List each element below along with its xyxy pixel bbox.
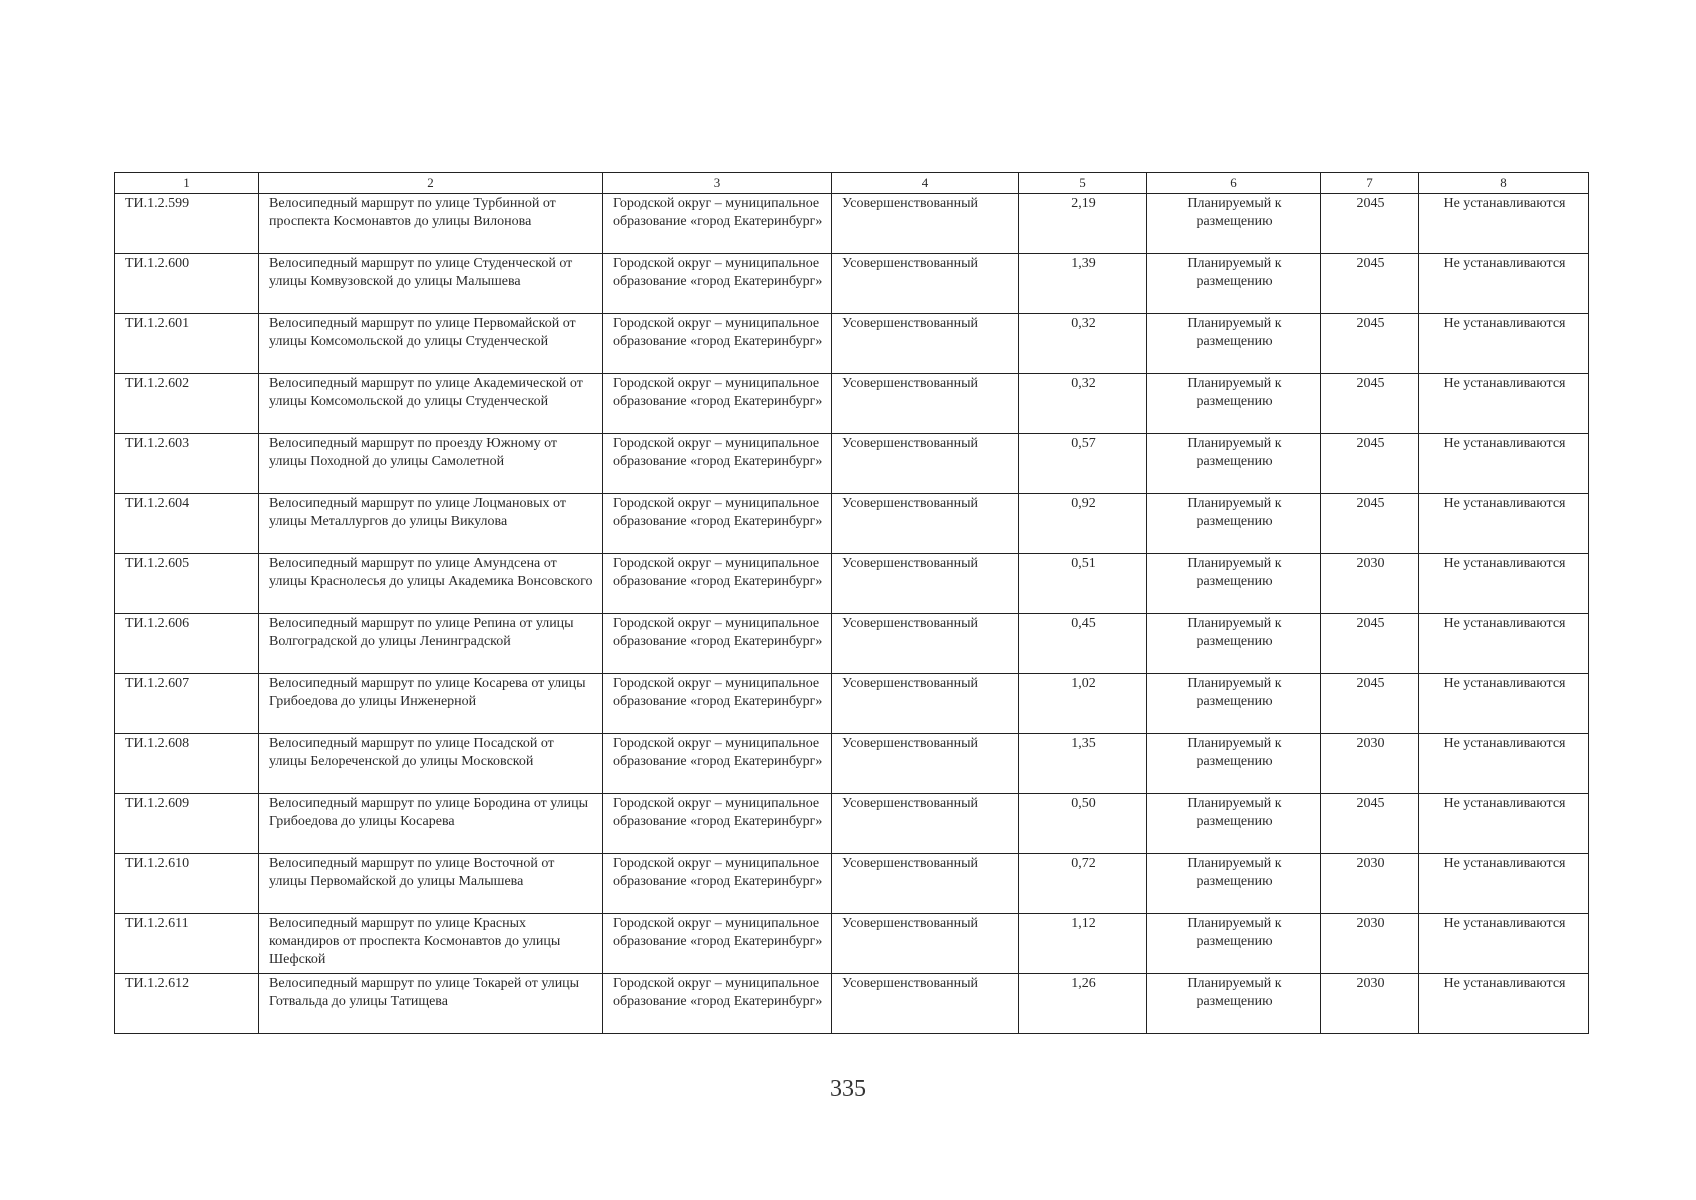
table-row <box>115 674 1589 734</box>
table-row <box>115 374 1589 434</box>
year-cell: 2045 <box>1321 614 1419 674</box>
zones-cell: Не устанавливаются <box>1419 194 1589 254</box>
length-cell: 0,51 <box>1019 554 1147 614</box>
surface-type-cell: Усовершенствованный <box>832 674 1019 734</box>
year-cell: 2045 <box>1321 314 1419 374</box>
length-cell: 1,12 <box>1019 914 1147 974</box>
year-cell: 2045 <box>1321 674 1419 734</box>
id-cell: ТИ.1.2.600 <box>115 254 259 314</box>
year-cell: 2045 <box>1321 254 1419 314</box>
page-number: 335 <box>830 1076 866 1102</box>
table-row <box>115 494 1589 554</box>
surface-type-cell: Усовершенствованный <box>832 194 1019 254</box>
surface-type-cell: Усовершенствованный <box>832 494 1019 554</box>
municipality-cell: Городской округ – муниципальное образование «город Екатеринбург» <box>603 854 832 914</box>
route-name-cell: Велосипедный маршрут по улице Академической от улицы Комсомольской до улицы Студенческой <box>259 374 603 434</box>
table-row <box>115 974 1589 1034</box>
year-cell: 2030 <box>1321 734 1419 794</box>
zones-cell: Не устанавливаются <box>1419 914 1589 974</box>
zones-cell: Не устанавливаются <box>1419 494 1589 554</box>
route-name-cell: Велосипедный маршрут по улице Амундсена от улицы Краснолесья до улицы Академика Вонсовского <box>259 554 603 614</box>
header-row <box>115 173 1589 194</box>
status-cell: Планируемый к размещению <box>1147 614 1321 674</box>
id-cell: ТИ.1.2.608 <box>115 734 259 794</box>
status-cell: Планируемый к размещению <box>1147 494 1321 554</box>
id-cell: ТИ.1.2.603 <box>115 434 259 494</box>
zones-cell: Не устанавливаются <box>1419 974 1589 1034</box>
status-cell: Планируемый к размещению <box>1147 194 1321 254</box>
table-row <box>115 314 1589 374</box>
route-name-cell: Велосипедный маршрут по проезду Южному от улицы Походной до улицы Самолетной <box>259 434 603 494</box>
surface-type-cell: Усовершенствованный <box>832 314 1019 374</box>
id-cell: ТИ.1.2.606 <box>115 614 259 674</box>
table-row <box>115 434 1589 494</box>
length-cell: 0,32 <box>1019 374 1147 434</box>
status-cell: Планируемый к размещению <box>1147 674 1321 734</box>
length-cell: 0,45 <box>1019 614 1147 674</box>
zones-cell: Не устанавливаются <box>1419 794 1589 854</box>
id-cell: ТИ.1.2.604 <box>115 494 259 554</box>
id-cell: ТИ.1.2.609 <box>115 794 259 854</box>
surface-type-cell: Усовершенствованный <box>832 734 1019 794</box>
zones-cell: Не устанавливаются <box>1419 434 1589 494</box>
municipality-cell: Городской округ – муниципальное образование «город Екатеринбург» <box>603 674 832 734</box>
year-cell: 2030 <box>1321 974 1419 1034</box>
zones-cell: Не устанавливаются <box>1419 734 1589 794</box>
municipality-cell: Городской округ – муниципальное образование «город Екатеринбург» <box>603 734 832 794</box>
year-cell: 2045 <box>1321 494 1419 554</box>
status-cell: Планируемый к размещению <box>1147 254 1321 314</box>
length-cell: 1,39 <box>1019 254 1147 314</box>
id-cell: ТИ.1.2.607 <box>115 674 259 734</box>
surface-type-cell: Усовершенствованный <box>832 794 1019 854</box>
year-cell: 2045 <box>1321 794 1419 854</box>
column-header-4: 4 <box>832 173 1019 194</box>
municipality-cell: Городской округ – муниципальное образование «город Екатеринбург» <box>603 794 832 854</box>
municipality-cell: Городской округ – муниципальное образование «город Екатеринбург» <box>603 974 832 1034</box>
length-cell: 2,19 <box>1019 194 1147 254</box>
municipality-cell: Городской округ – муниципальное образование «город Екатеринбург» <box>603 374 832 434</box>
municipality-cell: Городской округ – муниципальное образование «город Екатеринбург» <box>603 254 832 314</box>
municipality-cell: Городской округ – муниципальное образование «город Екатеринбург» <box>603 494 832 554</box>
column-header-8: 8 <box>1419 173 1589 194</box>
year-cell: 2045 <box>1321 374 1419 434</box>
surface-type-cell: Усовершенствованный <box>832 254 1019 314</box>
column-header-3: 3 <box>603 173 832 194</box>
status-cell: Планируемый к размещению <box>1147 974 1321 1034</box>
municipality-cell: Городской округ – муниципальное образование «город Екатеринбург» <box>603 314 832 374</box>
id-cell: ТИ.1.2.601 <box>115 314 259 374</box>
surface-type-cell: Усовершенствованный <box>832 614 1019 674</box>
route-name-cell: Велосипедный маршрут по улице Студенческой от улицы Комвузовской до улицы Малышева <box>259 254 603 314</box>
routes-table <box>114 172 1589 1034</box>
id-cell: ТИ.1.2.610 <box>115 854 259 914</box>
column-header-6: 6 <box>1147 173 1321 194</box>
status-cell: Планируемый к размещению <box>1147 314 1321 374</box>
route-name-cell: Велосипедный маршрут по улице Первомайской от улицы Комсомольской до улицы Студенческой <box>259 314 603 374</box>
table-row <box>115 254 1589 314</box>
route-name-cell: Велосипедный маршрут по улице Лоцмановых от улицы Металлургов до улицы Викулова <box>259 494 603 554</box>
municipality-cell: Городской округ – муниципальное образование «город Екатеринбург» <box>603 914 832 974</box>
surface-type-cell: Усовершенствованный <box>832 554 1019 614</box>
length-cell: 1,26 <box>1019 974 1147 1034</box>
length-cell: 0,57 <box>1019 434 1147 494</box>
municipality-cell: Городской округ – муниципальное образование «город Екатеринбург» <box>603 434 832 494</box>
column-header-7: 7 <box>1321 173 1419 194</box>
table-body <box>115 194 1589 1034</box>
municipality-cell: Городской округ – муниципальное образование «город Екатеринбург» <box>603 554 832 614</box>
status-cell: Планируемый к размещению <box>1147 554 1321 614</box>
id-cell: ТИ.1.2.605 <box>115 554 259 614</box>
id-cell: ТИ.1.2.599 <box>115 194 259 254</box>
length-cell: 0,72 <box>1019 854 1147 914</box>
table-row <box>115 614 1589 674</box>
zones-cell: Не устанавливаются <box>1419 614 1589 674</box>
zones-cell: Не устанавливаются <box>1419 254 1589 314</box>
surface-type-cell: Усовершенствованный <box>832 374 1019 434</box>
zones-cell: Не устанавливаются <box>1419 554 1589 614</box>
route-name-cell: Велосипедный маршрут по улице Красных командиров от проспекта Космонавтов до улицы Шефской <box>259 914 603 974</box>
route-name-cell: Велосипедный маршрут по улице Косарева от улицы Грибоедова до улицы Инженерной <box>259 674 603 734</box>
status-cell: Планируемый к размещению <box>1147 734 1321 794</box>
column-header-2: 2 <box>259 173 603 194</box>
length-cell: 0,50 <box>1019 794 1147 854</box>
route-name-cell: Велосипедный маршрут по улице Токарей от улицы Готвальда до улицы Татищева <box>259 974 603 1034</box>
zones-cell: Не устанавливаются <box>1419 854 1589 914</box>
status-cell: Планируемый к размещению <box>1147 374 1321 434</box>
table-row <box>115 554 1589 614</box>
route-name-cell: Велосипедный маршрут по улице Посадской от улицы Белореченской до улицы Московской <box>259 734 603 794</box>
year-cell: 2045 <box>1321 194 1419 254</box>
year-cell: 2030 <box>1321 854 1419 914</box>
zones-cell: Не устанавливаются <box>1419 314 1589 374</box>
length-cell: 1,35 <box>1019 734 1147 794</box>
column-header-5: 5 <box>1019 173 1147 194</box>
table-header <box>115 173 1589 194</box>
table-row <box>115 194 1589 254</box>
table-row <box>115 794 1589 854</box>
zones-cell: Не устанавливаются <box>1419 374 1589 434</box>
status-cell: Планируемый к размещению <box>1147 854 1321 914</box>
id-cell: ТИ.1.2.611 <box>115 914 259 974</box>
column-header-1: 1 <box>115 173 259 194</box>
route-name-cell: Велосипедный маршрут по улице Восточной от улицы Первомайской до улицы Малышева <box>259 854 603 914</box>
year-cell: 2030 <box>1321 914 1419 974</box>
zones-cell: Не устанавливаются <box>1419 674 1589 734</box>
route-name-cell: Велосипедный маршрут по улице Бородина от улицы Грибоедова до улицы Косарева <box>259 794 603 854</box>
surface-type-cell: Усовершенствованный <box>832 914 1019 974</box>
route-name-cell: Велосипедный маршрут по улице Репина от улицы Волгоградской до улицы Ленинградской <box>259 614 603 674</box>
municipality-cell: Городской округ – муниципальное образование «город Екатеринбург» <box>603 614 832 674</box>
status-cell: Планируемый к размещению <box>1147 794 1321 854</box>
length-cell: 0,32 <box>1019 314 1147 374</box>
status-cell: Планируемый к размещению <box>1147 914 1321 974</box>
table-row <box>115 734 1589 794</box>
year-cell: 2030 <box>1321 554 1419 614</box>
table-row <box>115 914 1589 974</box>
length-cell: 0,92 <box>1019 494 1147 554</box>
id-cell: ТИ.1.2.612 <box>115 974 259 1034</box>
surface-type-cell: Усовершенствованный <box>832 974 1019 1034</box>
year-cell: 2045 <box>1321 434 1419 494</box>
surface-type-cell: Усовершенствованный <box>832 434 1019 494</box>
table-row <box>115 854 1589 914</box>
status-cell: Планируемый к размещению <box>1147 434 1321 494</box>
length-cell: 1,02 <box>1019 674 1147 734</box>
surface-type-cell: Усовершенствованный <box>832 854 1019 914</box>
id-cell: ТИ.1.2.602 <box>115 374 259 434</box>
route-name-cell: Велосипедный маршрут по улице Турбинной от проспекта Космонавтов до улицы Вилонова <box>259 194 603 254</box>
municipality-cell: Городской округ – муниципальное образование «город Екатеринбург» <box>603 194 832 254</box>
